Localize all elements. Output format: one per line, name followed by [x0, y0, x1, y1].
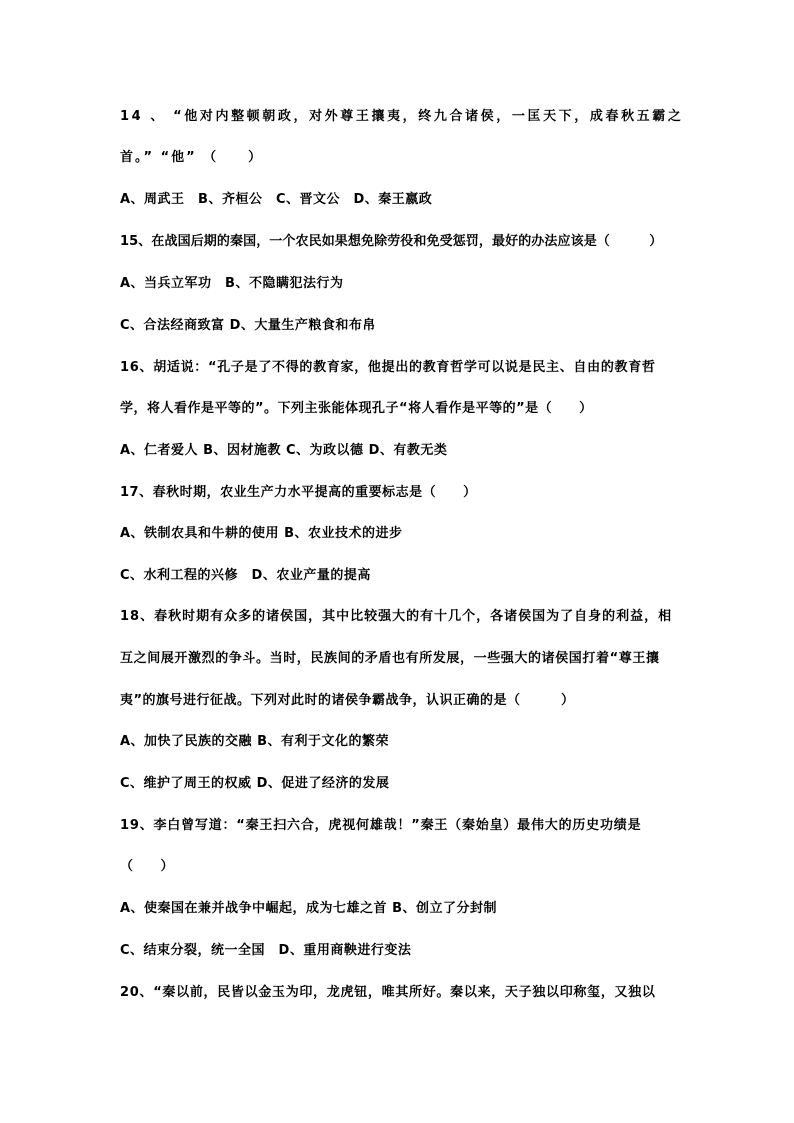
q18-options-ab: A、加快了民族的交融 B、有利于文化的繁荣: [120, 734, 389, 749]
q18-stem-line2: 互之间展开激烈的争斗。当时，民族间的矛盾也有所发展，一些强大的诸侯国打着“尊王攘: [120, 651, 660, 666]
q19-options-ab: A、使秦国在兼并战争中崛起，成为七雄之首 B、创立了分封制: [120, 901, 497, 916]
q20-stem-line1: 20、“秦以前，民皆以金玉为印，龙虎钮，唯其所好。秦以来，天子独以印称玺，又独以: [120, 985, 656, 1000]
q15-stem: 15、在战国后期的秦国，一个农民如果想免除劳役和免受惩罚，最好的办法应该是（ ）: [120, 234, 663, 249]
q19-stem-line1: 19、李白曾写道：“秦王扫六合，虎视何雄哉！”秦王（秦始皇）最伟大的历史功绩是: [120, 818, 642, 833]
q16-stem-line2: 学，将人看作是平等的”。下列主张能体现孔子“将人看作是平等的”是（ ）: [120, 401, 593, 416]
q16-options: A、仁者爱人 B、因材施教 C、为政以德 D、有教无类: [120, 443, 448, 458]
q17-stem: 17、春秋时期，农业生产力水平提高的重要标志是（ ）: [120, 485, 477, 500]
q16-stem-line1: 16、胡适说：“孔子是了不得的教育家，他提出的教育哲学可以说是民主、自由的教育哲: [120, 360, 656, 375]
q18-stem-line1: 18、春秋时期有众多的诸侯国，其中比较强大的有十几个，各诸侯国为了自身的利益，相: [120, 609, 673, 624]
q15-options-cd: C、合法经商致富 D、大量生产粮食和布帛: [120, 318, 376, 333]
q14-options: A、周武王 B、齐桓公 C、晋文公 D、秦王嬴政: [120, 192, 433, 207]
q19-options-cd: C、结束分裂，统一全国 D、重用商鞅进行变法: [120, 943, 412, 958]
q14-stem-line1: 14 、 “他对内整顿朝政，对外尊王攘夷，终九合诸侯，一匡天下，成春秋五霸之: [120, 109, 684, 124]
q19-stem-line2: （ ）: [120, 859, 175, 874]
q18-options-cd: C、维护了周王的权威 D、促进了经济的发展: [120, 776, 390, 791]
q17-options-ab: A、铁制农具和牛耕的使用 B、农业技术的进步: [120, 526, 403, 541]
q15-options-ab: A、当兵立军功 B、不隐瞒犯法行为: [120, 276, 344, 291]
q17-options-cd: C、水利工程的兴修 D、农业产量的提高: [120, 568, 371, 583]
q14-stem-line2: 首。” “他” （ ）: [120, 150, 264, 165]
q18-stem-line3: 夷”的旗号进行征战。下列对此时的诸侯争霸战争，认识正确的是（ ）: [120, 693, 575, 708]
